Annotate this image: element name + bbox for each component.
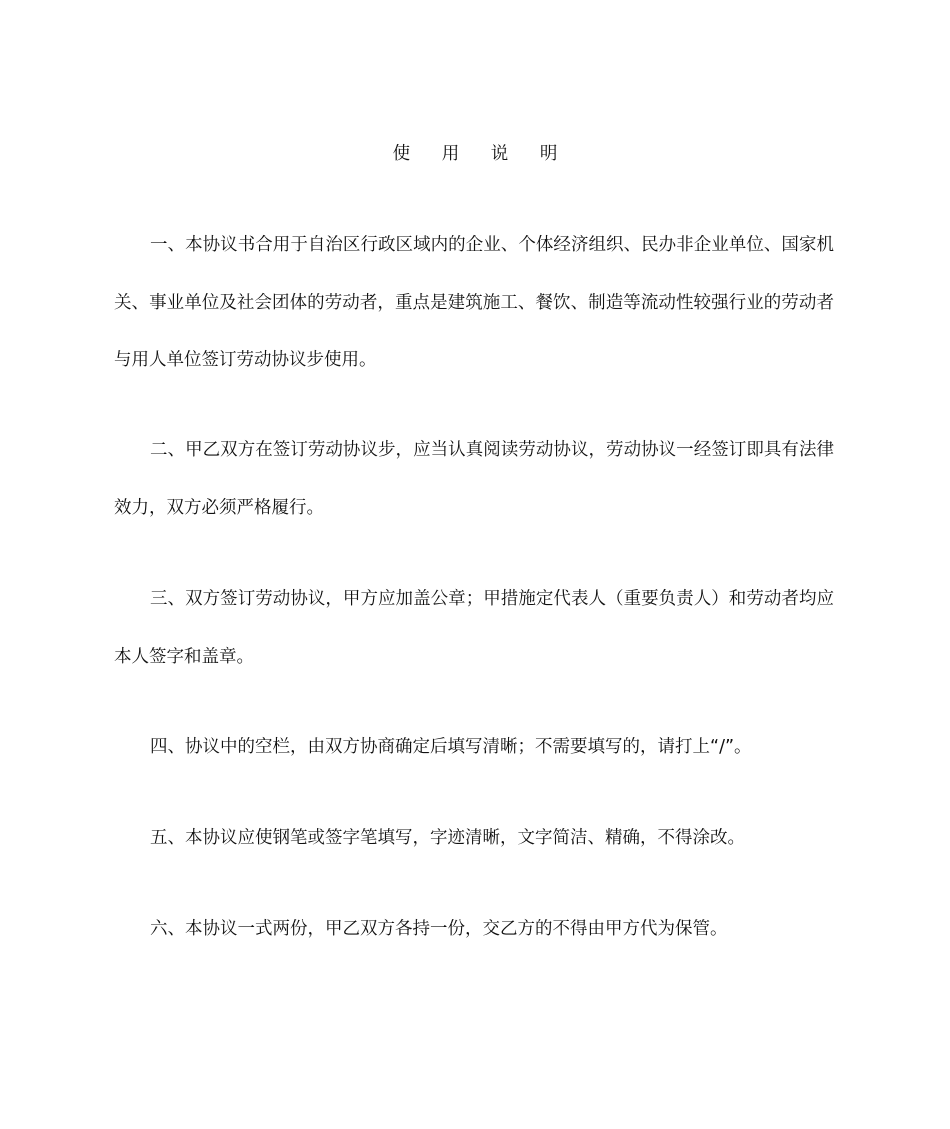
paragraph-5: 五、本协议应使钢笔或签字笔填写，字迹清晰，文字简洁、精确，不得涂改。 <box>150 828 745 848</box>
paragraph-1: 一、本协议书合用于自治区行政区域内的企业、个体经济组织、民办非企业单位、国家机关、事业单位及社会团体的劳动者，重点是建筑施工、餐饮、制造等流动性较强行业的劳动者与用人单位签订劳动协议步使用。 <box>114 235 834 370</box>
paragraph-2: 二、甲乙双方在签订劳动协议步，应当认真阅读劳动协议，劳动协议一经签订即具有法律效力，双方必须严格履行。 <box>114 440 834 518</box>
page-title: 使 用 说 明 <box>392 144 571 164</box>
paragraph-6: 六、本协议一式两份，甲乙双方各持一份，交乙方的不得由甲方代为保管。 <box>150 919 728 939</box>
paragraph-4: 四、协议中的空栏，由双方协商确定后填写清晰；不需要填写的，请打上“/”。 <box>150 737 752 757</box>
paragraph-3: 三、双方签订劳动协议，甲方应加盖公章；甲措施定代表人（重要负责人）和劳动者均应本人签字和盖章。 <box>114 589 834 667</box>
